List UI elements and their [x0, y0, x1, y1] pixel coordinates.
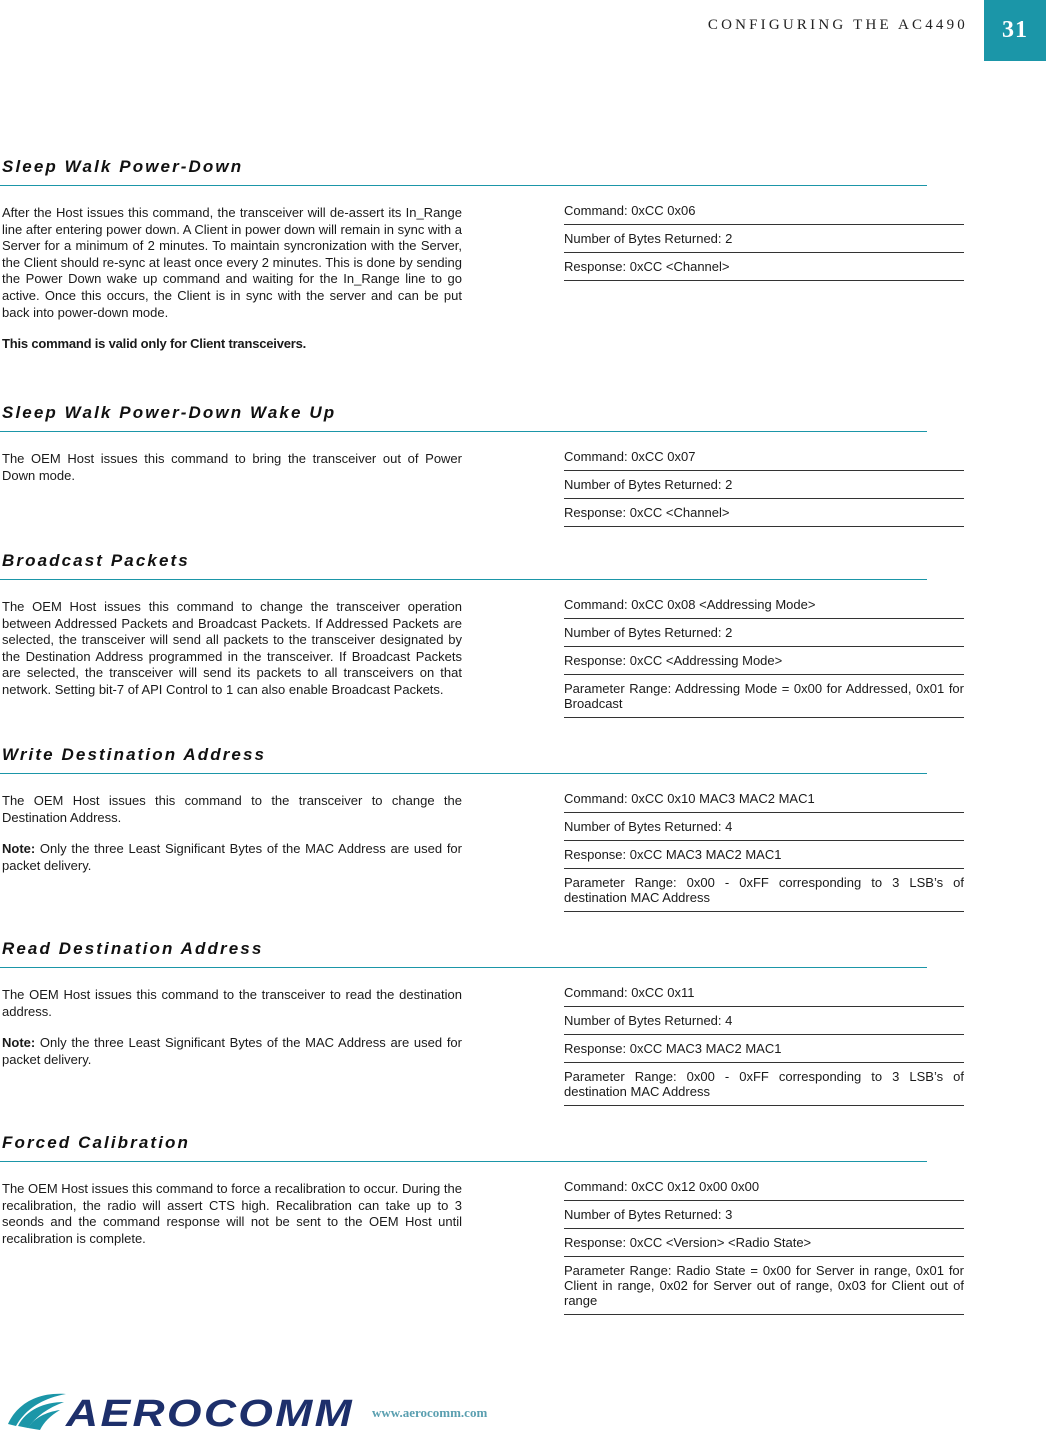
- spec-parameter-range: Parameter Range: 0x00 - 0xFF corresponding to 3 LSB’s of destination MAC Address: [564, 1063, 964, 1106]
- spec-command: Command: 0xCC 0x06: [564, 197, 964, 225]
- aerocomm-logo-graphic: [4, 1386, 356, 1432]
- spec-bytes-returned: Number of Bytes Returned: 2: [564, 619, 964, 647]
- note-label: Note:: [2, 1035, 36, 1051]
- section-body: [2, 599, 462, 714]
- section-body: [2, 205, 462, 368]
- footer-website-link[interactable]: www.aerocomm.com: [372, 1405, 488, 1420]
- aerocomm-logo: [4, 1386, 356, 1432]
- body-paragraph: The OEM Host issues this command to change the transceiver operation between Addressed Packets and Broadcast Packets. If Addressed Packets are selected, the transceiver will send all packets to the transceiver designated by the Destination Address programmed in the transceiver. If Broadcast Packets are selected, the transceiver will send its packets to all transceivers on that network. Setting bit-7 of API Control to 1 can also enable Broadcast Packets.: [2, 599, 462, 697]
- section-rule: [0, 185, 927, 186]
- command-spec-table: [564, 1173, 964, 1315]
- body-paragraph: The OEM Host issues this command to the transceiver to change the Destination Address.: [2, 793, 462, 825]
- section-body: [2, 1181, 462, 1262]
- section-body: [2, 451, 462, 499]
- command-spec-table: [564, 443, 964, 527]
- spec-response: Response: 0xCC MAC3 MAC2 MAC1: [564, 841, 964, 869]
- spec-command: Command: 0xCC 0x10 MAC3 MAC2 MAC1: [564, 785, 964, 813]
- note-paragraph: [2, 841, 462, 874]
- command-spec-table: [564, 785, 964, 912]
- section-body: [2, 793, 462, 889]
- section-title: Broadcast Packets: [2, 551, 190, 570]
- spec-bytes-returned: Number of Bytes Returned: 4: [564, 813, 964, 841]
- section-body: [2, 987, 462, 1083]
- section-rule: [0, 967, 927, 968]
- body-paragraph: The OEM Host issues this command to the transceiver to read the destination address.: [2, 987, 462, 1019]
- spec-parameter-range: Parameter Range: Addressing Mode = 0x00 for Addressed, 0x01 for Broadcast: [564, 675, 964, 718]
- spec-response: Response: 0xCC <Version> <Radio State>: [564, 1229, 964, 1257]
- command-spec-table: [564, 591, 964, 718]
- body-paragraph: The OEM Host issues this command to force a recalibration to occur. During the recalibration, the radio will assert CTS high. Recalibration can take up to 3 seonds and the command response will not be sent to the OEM Host until recalibration is complete.: [2, 1181, 462, 1246]
- spec-parameter-range: Parameter Range: Radio State = 0x00 for Server in range, 0x01 for Client in range, 0x02 for Server out of range, 0x03 for Client out of range: [564, 1257, 964, 1315]
- note-paragraph: [2, 1035, 462, 1068]
- note-text: Only the three Least Significant Bytes of the MAC Address are used for packet delivery.: [2, 1035, 462, 1067]
- section-title: Read Destination Address: [2, 939, 264, 958]
- spec-bytes-returned: Number of Bytes Returned: 2: [564, 471, 964, 499]
- running-header-title: CONFIGURING THE AC4490: [707, 17, 968, 33]
- spec-bytes-returned: Number of Bytes Returned: 2: [564, 225, 964, 253]
- page-number-tab: 31: [984, 0, 1046, 61]
- note-label: Note:: [2, 841, 36, 857]
- note-text: Only the three Least Significant Bytes of the MAC Address are used for packet delivery.: [2, 841, 462, 873]
- section-rule: [0, 431, 927, 432]
- command-spec-table: [564, 979, 964, 1106]
- spec-response: Response: 0xCC <Addressing Mode>: [564, 647, 964, 675]
- section-rule: [0, 1161, 927, 1162]
- spec-response: Response: 0xCC MAC3 MAC2 MAC1: [564, 1035, 964, 1063]
- section-rule: [0, 579, 927, 580]
- section-title: Write Destination Address: [2, 745, 267, 764]
- spec-command: Command: 0xCC 0x11: [564, 979, 964, 1007]
- spec-command: Command: 0xCC 0x07: [564, 443, 964, 471]
- client-only-note: This command is valid only for Client transceivers.: [2, 336, 307, 352]
- logo-wordmark: AEROCOMM: [64, 1393, 355, 1432]
- section-rule: [0, 773, 927, 774]
- spec-bytes-returned: Number of Bytes Returned: 4: [564, 1007, 964, 1035]
- spec-command: Command: 0xCC 0x12 0x00 0x00: [564, 1173, 964, 1201]
- section-title: Sleep Walk Power-Down Wake Up: [2, 403, 337, 422]
- spec-response: Response: 0xCC <Channel>: [564, 253, 964, 281]
- body-paragraph: The OEM Host issues this command to bring the transceiver out of Power Down mode.: [2, 451, 462, 483]
- spec-command: Command: 0xCC 0x08 <Addressing Mode>: [564, 591, 964, 619]
- section-title: Sleep Walk Power-Down: [2, 157, 244, 176]
- body-paragraph: After the Host issues this command, the transceiver will de-assert its In_Range line after entering power down. A Client in power down will remain in sync with a Server for a minimum of 2 minutes. To maintain syncronization with the Server, the Client should re-sync at least once every 2 minutes. This is done by sending the Power Down wake up command and waiting for the In_Range line to go active. Once this occurs, the Client is in sync with the server and can be put back into power-down mode.: [2, 205, 462, 320]
- command-spec-table: [564, 197, 964, 281]
- spec-parameter-range: Parameter Range: 0x00 - 0xFF corresponding to 3 LSB’s of destination MAC Address: [564, 869, 964, 912]
- spec-response: Response: 0xCC <Channel>: [564, 499, 964, 527]
- spec-bytes-returned: Number of Bytes Returned: 3: [564, 1201, 964, 1229]
- section-title: Forced Calibration: [2, 1133, 190, 1152]
